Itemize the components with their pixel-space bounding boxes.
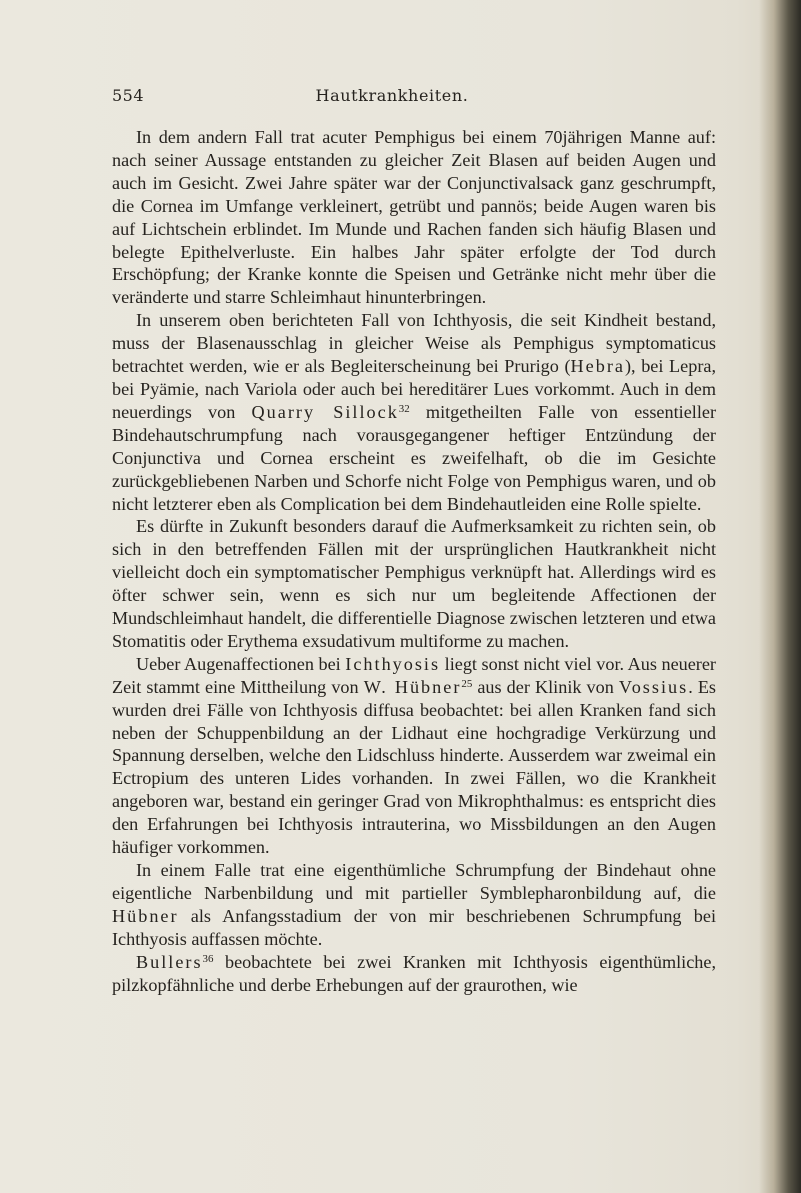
author-name: Quarry Sillock (251, 401, 399, 422)
spaced-term: Ichthyosis (345, 653, 441, 674)
body-text (112, 126, 716, 996)
page-edge-shadow (759, 0, 801, 1193)
paragraph-text: In dem andern Fall trat acuter Pemphigus bei einem 70jährigen Manne auf: nach seiner Aussage entstanden zu gleicher Zeit Blasen auf beiden Augen und auch im Gesicht. Zwei Jahre später war der Conjunctivalsack ganz geschrumpft, die Cornea im Umfange verkleinert, getrübt und pannös; beide Augen waren bis auf Lichtschein erblindet. Im Munde und Rachen fanden sich häufig Blasen und belegte Epithelverluste. Ein halbes Jahr später erfolgte der Tod durch Erschöpfung; der Kranke konnte die Speisen und Getränke nicht mehr über die veränderte und starre Schleimhaut hinunterbringen. (112, 127, 716, 308)
page-number: 554 (112, 86, 145, 105)
author-name: Bullers (136, 951, 203, 972)
page-header (112, 86, 672, 110)
paragraph-text: mitgetheilten Falle von essentieller Bindehautschrumpfung nach vorausgegangener heftiger Entzündung der Conjunctiva und Cornea erscheint es zweifelhaft, ob die im Gesichte zurückgebliebenen Narben und Schorfe nicht Folge von Pemphigus waren, und ob nicht letzterer eben als Complication bei dem Bindehautleiden eine Rolle spielte. (112, 401, 716, 514)
paragraph-3 (112, 515, 716, 652)
running-title: Hautkrankheiten. (315, 86, 469, 105)
paragraph-text: In unserem oben berichteten Fall von Ichthyosis, die seit Kindheit bestand, muss der Blasenausschlag in gleicher Weise als Pemphigus symptomaticus betrachtet werden, wie er als Begleiterscheinung bei Prurigo ( (112, 310, 716, 377)
paragraph-text: ), bei Lepra, bei Pyämie, nach Variola oder auch bei hereditärer Lues vorkommt. Auch in dem neuerdings von (112, 356, 716, 422)
author-name: Vossius (618, 676, 689, 697)
paragraph-text: Ueber Augenaffectionen bei (136, 653, 346, 674)
paragraph-text: Es dürfte in Zukunft besonders darauf die Aufmerksamkeit zu richten sein, ob sich in den betreffenden Fällen mit der ursprünglichen Hautkrankheit nicht vielleicht doch ein symptomatischer Pemphigus verknüpft hat. Allerdings wird es öfter schwer sein, wenn es sich nur um begleitende Affectionen der Mundschleimhaut handelt, die differentielle Diagnose zwischen letzteren und etwa Stomatitis oder Erythema exsudativum multiforme zu machen. (112, 516, 716, 651)
paragraph-text: liegt sonst nicht viel vor. Aus neuerer Zeit stammt eine Mittheilung von (112, 653, 716, 697)
author-name: Hübner (112, 905, 179, 926)
paragraph-5 (112, 859, 716, 951)
footnote-ref: 32 (398, 402, 410, 415)
author-name: Hebra (570, 356, 625, 377)
footnote-ref: 25 (461, 677, 473, 690)
paragraph-text: beobachtete bei zwei Kranken mit Ichthyosis eigenthümliche, pilzkopfähnliche und derbe Erhebungen auf der graurothen, wie (112, 951, 716, 995)
paragraph-text: als Anfangsstadium der von mir beschriebenen Schrumpfung bei Ichthyosis auffassen möchte. (112, 905, 716, 949)
paragraph-6 (112, 951, 716, 997)
footnote-ref: 36 (202, 952, 214, 965)
paragraph-text: . Es wurden drei Fälle von Ichthyosis diffusa beobachtet: bei allen Kranken fand sich neben der Schuppenbildung an der Lidhaut eine hochgradige Verkürzung und Spannung derselben, welche den Lidschluss hinderte. Ausserdem war zweimal ein Ectropium des unteren Lides vorhanden. In zwei Fällen, wo die Krankheit angeboren war, bestand ein geringer Grad von Mikrophthalmus: es entspricht dies den Erfahrungen bei Ichthyosis intrauterina, wo Missbildungen an den Augen häufiger vorkommen. (112, 676, 717, 858)
author-name: W. Hübner (363, 676, 462, 697)
paragraph-text: In einem Falle trat eine eigenthümliche Schrumpfung der Bindehaut ohne eigentliche Narbenbildung und mit partieller Symblepharonbildung auf, die (112, 860, 716, 903)
paragraph-4 (112, 653, 716, 859)
paragraph-2 (112, 309, 716, 515)
paragraph-text: aus der Klinik von (472, 676, 619, 697)
paragraph-1 (112, 126, 716, 309)
